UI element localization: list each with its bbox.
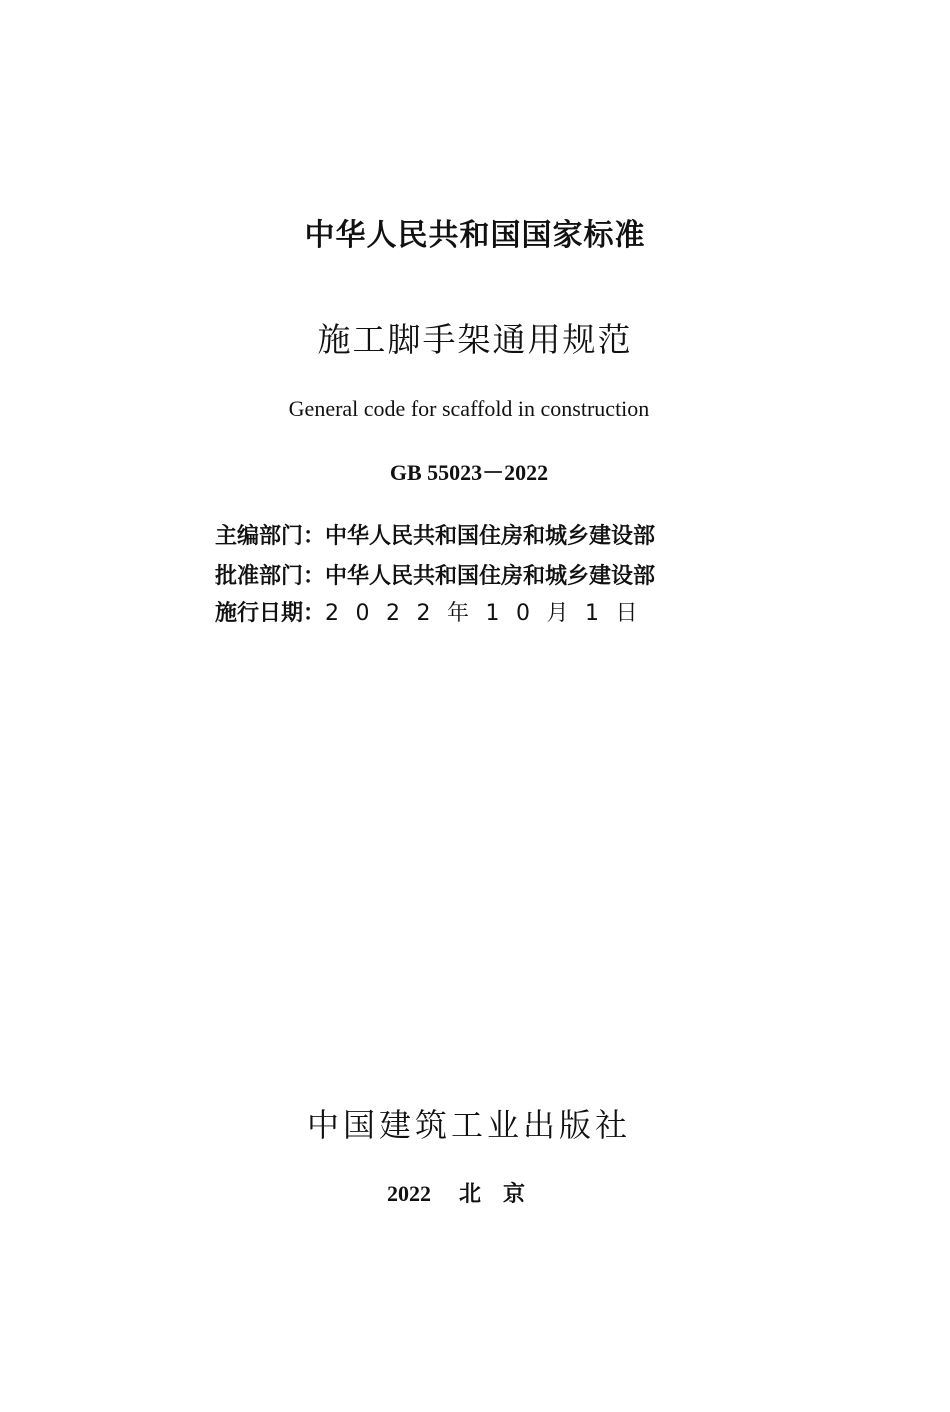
publisher-name: 中国建筑工业出版社 (306, 1106, 631, 1144)
standard-number: GB 55023－2022 (389, 460, 549, 485)
meta-value-approver: 中华人民共和国住房和城乡建设部 (325, 564, 656, 589)
meta-row-approver (215, 561, 655, 593)
meta-label-approver: 批准部门： (215, 564, 326, 589)
meta-label-effective-date: 施行日期： (215, 601, 326, 626)
publication-year: 2022 (386, 1181, 431, 1206)
standard-heading: 中华人民共和国国家标准 (304, 218, 646, 253)
publication-city: 北京 (458, 1182, 547, 1207)
meta-value-effective-date: 2022年10月1日 (325, 601, 654, 626)
publication-place (0, 1177, 934, 1212)
document-title-cn: 施工脚手架通用规范 (317, 320, 633, 359)
meta-value-editor: 中华人民共和国住房和城乡建设部 (325, 524, 656, 549)
meta-label-editor: 主编部门： (215, 524, 326, 549)
document-title-en: General code for scaffold in construction (288, 396, 650, 421)
meta-row-editor (215, 521, 655, 553)
meta-row-effective-date (215, 598, 654, 630)
